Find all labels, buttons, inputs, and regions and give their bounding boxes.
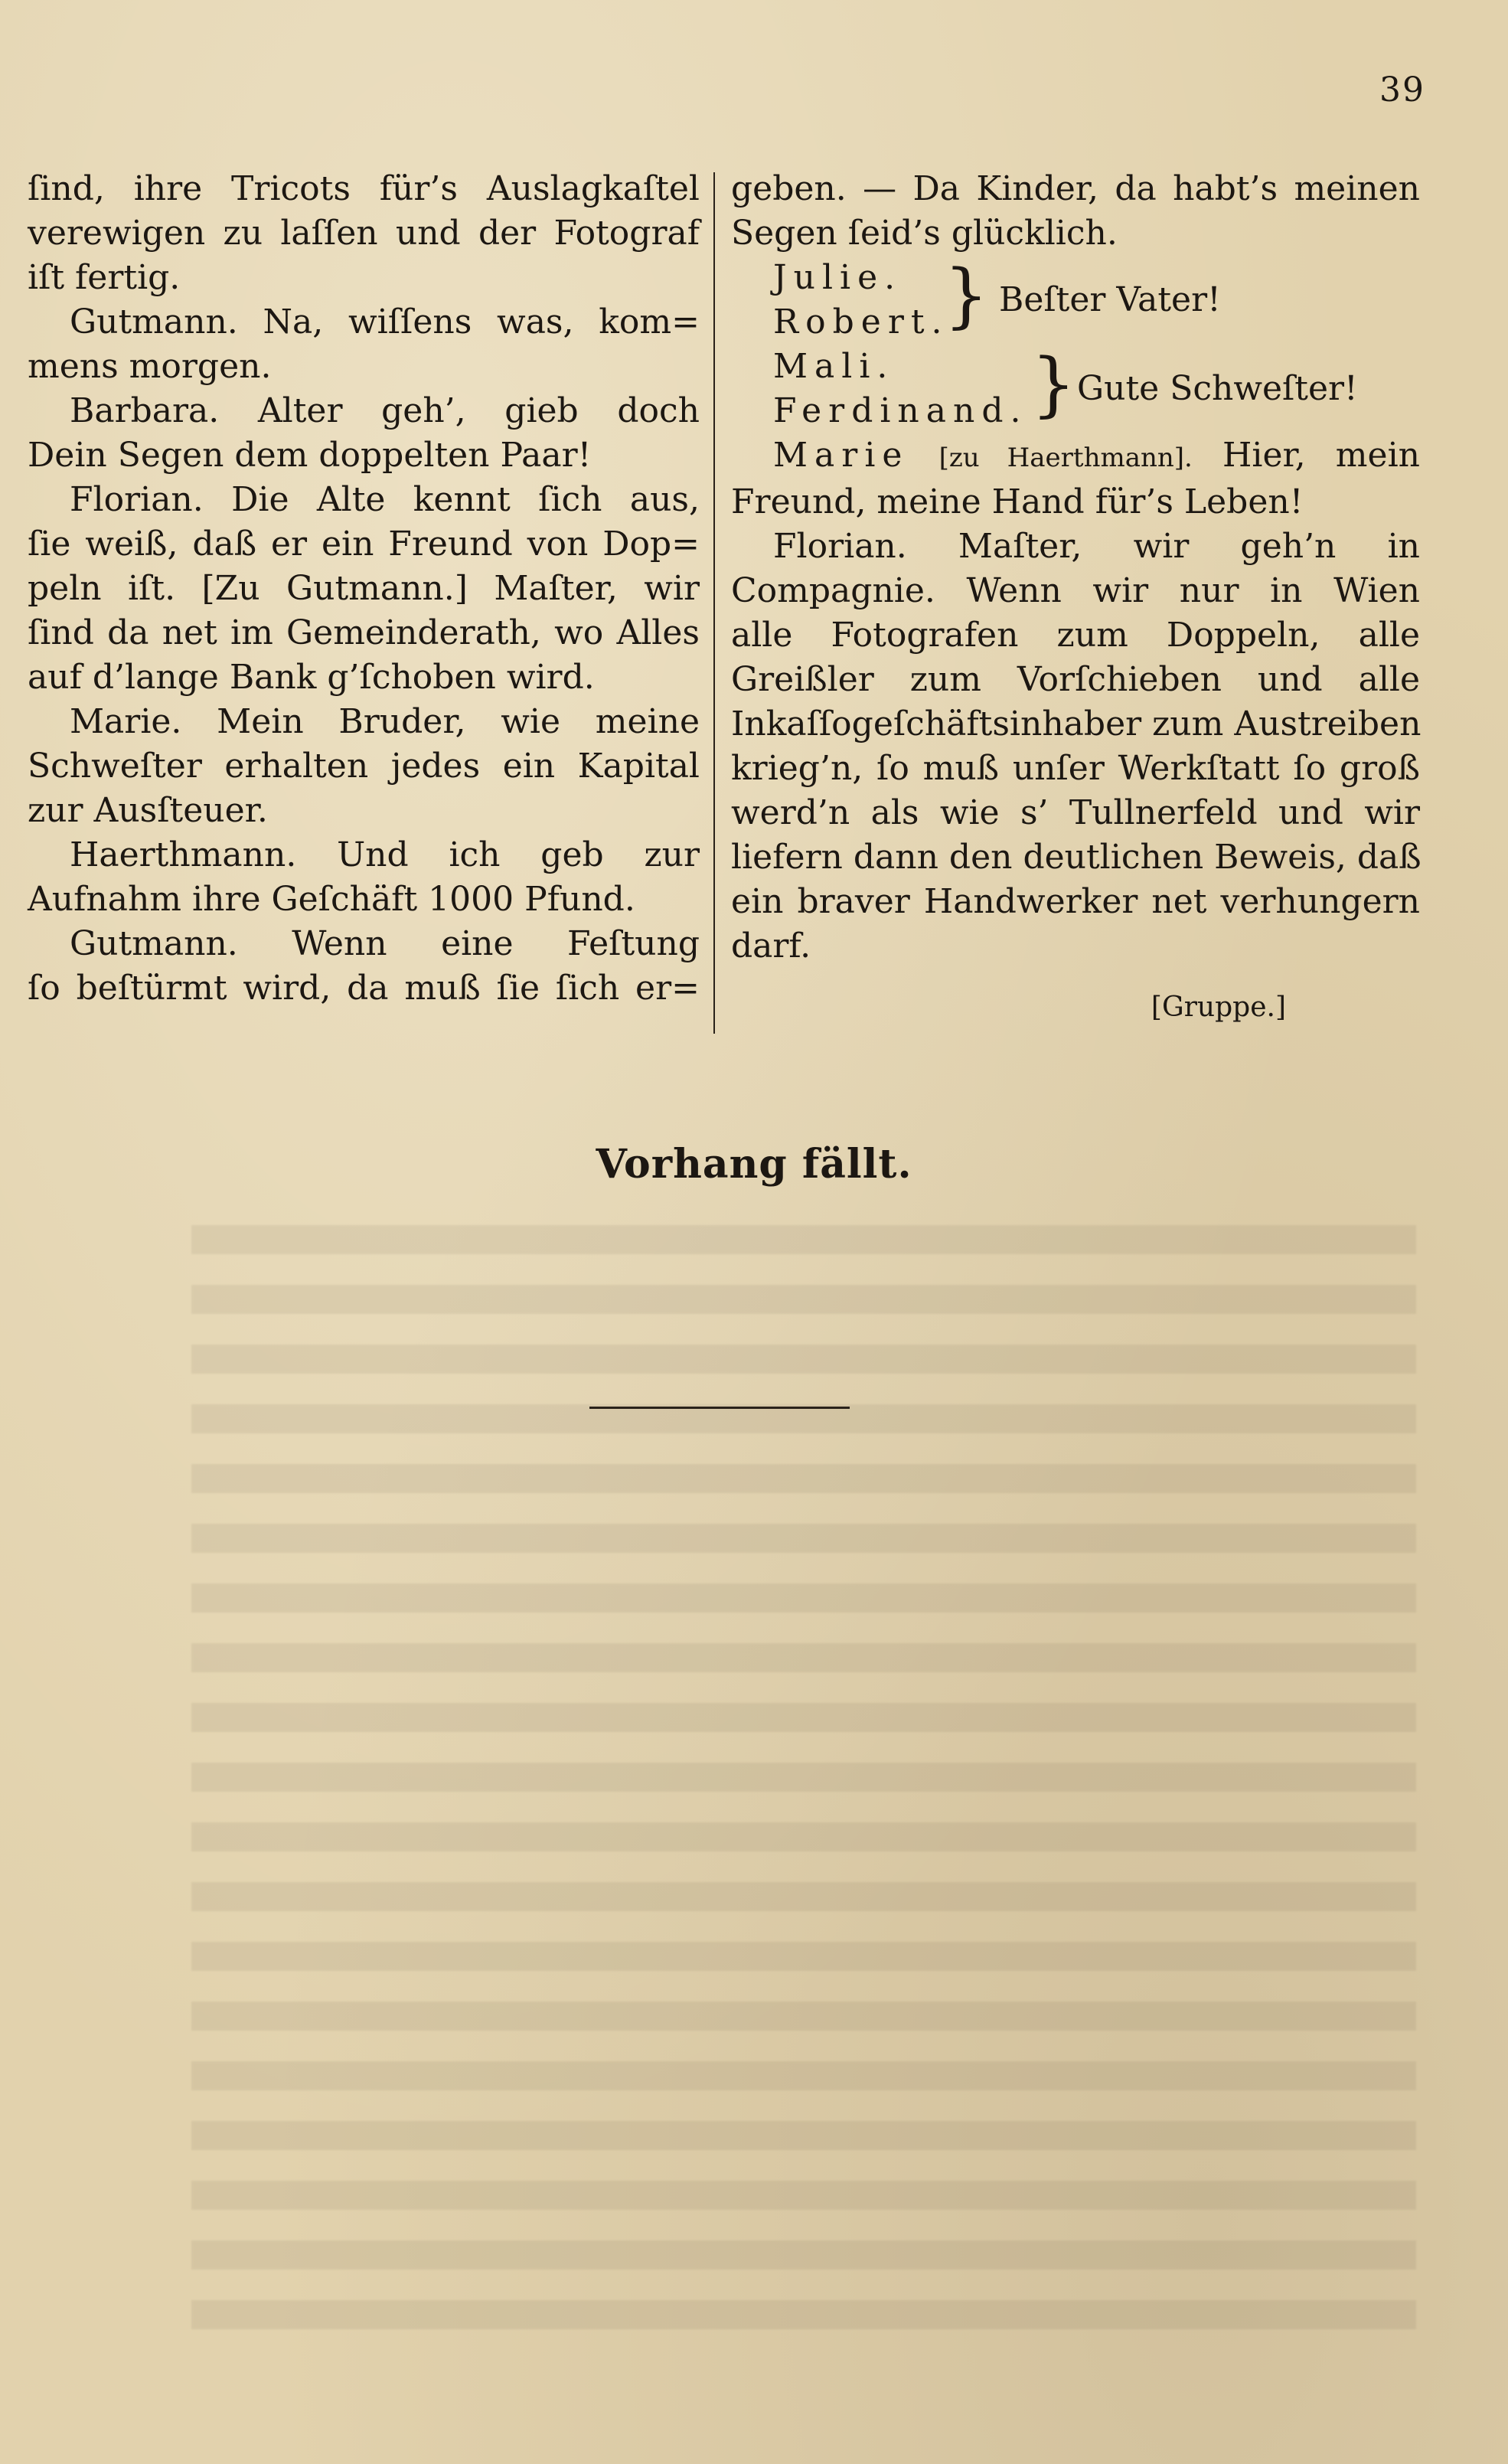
brace-icon: } — [1031, 343, 1076, 425]
end-rule — [589, 1407, 850, 1409]
text-line: zur Ausſteuer. — [28, 791, 268, 830]
page-number: 39 — [1379, 70, 1425, 109]
speaker-name: Ferdinand. — [773, 391, 1028, 430]
text-line: Compagnie. Wenn wir nur in Wien — [731, 571, 1420, 610]
text-line: peln iſt. [Zu Gutmann.] Maſter, wir — [28, 569, 700, 608]
text-line: auf d’lange Bank g’ſchoben wird. — [28, 658, 595, 697]
curtain-heading: Vorhang fällt. — [596, 1141, 912, 1188]
text-line: Florian. Maſter, wir geh’n in — [773, 527, 1420, 566]
text-line: krieg’n, ſo muß unſer Werkſtatt ſo groß — [731, 749, 1420, 788]
text-line: verewigen zu laſſen und der Fotograf — [28, 214, 700, 253]
text-line: werd’n als wie s’ Tullnerfeld und wir — [731, 793, 1420, 832]
text-line: ſie weiß, daß er ein Freund von Dop= — [28, 524, 700, 564]
text-line: Barbara. Alter geh’, gieb doch — [70, 391, 700, 430]
text-line: Gutmann. Na, wiſſens was, kom= — [70, 302, 700, 341]
text-line: Freund, meine Hand für’s Leben! — [731, 482, 1304, 521]
text-line: ſind, ihre Tricots für’s Auslagkaſtel — [28, 169, 700, 208]
group-speech: Beſter Vater! — [999, 280, 1221, 319]
speaker-name: Robert. — [773, 302, 949, 341]
text-line: ein braver Handwerker net verhungern — [731, 882, 1420, 921]
speaker-name: Marie — [773, 436, 909, 475]
group-speech: Gute Schweſter! — [1077, 369, 1358, 408]
speaker-name: Mali. — [773, 347, 895, 386]
text-line: ſind da net im Gemeinderath, wo Alles — [28, 613, 700, 652]
text-line: ſo beſtürmt wird, da muß ſie ſich er= — [28, 969, 700, 1008]
text-line: Haerthmann. Und ich geb zur — [70, 835, 700, 874]
text-line: geben. — Da Kinder, da habt’s meinen — [731, 169, 1420, 208]
text-line: Florian. Die Alte kennt ſich aus, — [70, 480, 700, 519]
right-column — [731, 167, 1420, 1030]
text-line: alle Fotografen zum Doppeln, alle — [731, 616, 1420, 655]
text-line: Inkaſſogeſchäftsinhaber zum Austreiben — [731, 704, 1422, 743]
stage-direction: [zu Haerthmann]. — [938, 443, 1193, 473]
brace-icon: } — [944, 254, 989, 336]
text-line: Marie. Mein Bruder, wie meine — [70, 702, 700, 741]
text-line: liefern dann den deutlichen Beweis, daß — [731, 838, 1422, 877]
left-column — [28, 167, 700, 1011]
speaker-group-julie-robert — [731, 256, 1420, 345]
speech-text: Hier, mein — [1222, 436, 1420, 475]
text-line: mens morgen. — [28, 347, 272, 386]
speaker-name: Julie. — [773, 258, 903, 297]
text-line: Schweſter erhalten jedes ein Kapital — [28, 747, 700, 786]
text-line: Greißler zum Vorſchieben und alle — [731, 660, 1420, 699]
text-line: Segen ſeid’s glücklich. — [731, 214, 1118, 253]
marie-line — [731, 433, 1420, 480]
text-line: Gutmann. Wenn eine Feſtung — [70, 924, 700, 963]
text-line: Aufnahm ihre Geſchäft 1000 Pfund. — [28, 880, 635, 919]
text-line: iſt fertig. — [28, 258, 181, 297]
stage-direction-group: [Gruppe.] — [1151, 992, 1286, 1023]
text-line: darf. — [731, 926, 811, 966]
show-through-texture — [191, 1225, 1416, 2335]
text-line: Dein Segen dem doppelten Paar! — [28, 436, 592, 475]
speaker-group-mali-ferdinand — [731, 345, 1420, 433]
column-divider — [713, 172, 715, 1034]
